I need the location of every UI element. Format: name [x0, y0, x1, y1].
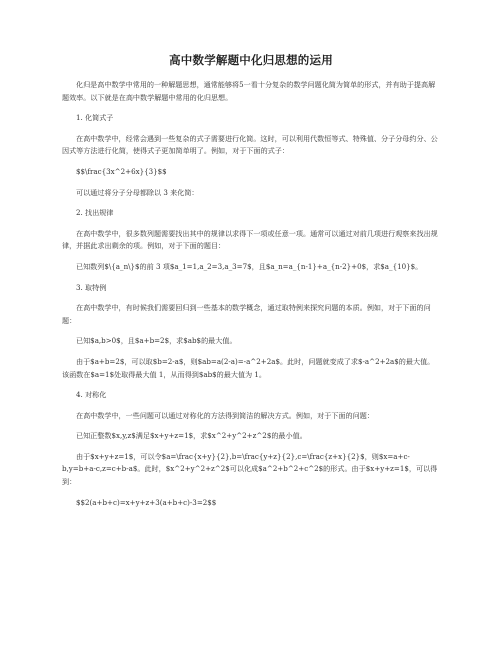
- section-4-paragraph: 在高中数学中，一些问题可以通过对称化的方法得到简洁的解决方式。例如，对于下面的问题：: [76, 410, 374, 420]
- section-2-heading: 2. 找出规律: [76, 208, 114, 218]
- section-2-paragraph: 在高中数学中，很多数列题需要找出其中的规律以求得下一项或任意一项。通常可以通过对前几项进行观察来找出规律，并据此求出剩余的项。例如，对于下面的题目：: [62, 228, 438, 251]
- section-3-paragraph: 在高中数学中，有时候我们需要回归到一些基本的数学概念，通过取特例来探究问题的本质。例如，对于下面的问题：: [62, 303, 431, 325]
- section-3-solution: 由于$a+b=2$，可以取$b=2-a$，则$ab=a(2-a)=-a^2+2a$。此时，问题就变成了求$-a^2+2a$的最大值。该函数在$a=1$处取得最大值 1，从而得到$ab$的最大值为 1。: [62, 356, 435, 379]
- intro-paragraph: 化归是高中数学中常用的一种解题思想，通常能够将5一看十分复杂的数学问题化简为简单的形式，并有助于提高解题效率。以下就是在高中数学解题中常用的化归思想。: [62, 80, 436, 102]
- section-4-problem: 已知正整数$x,y,z$满足$x+y+z=1$，求$x^2+y^2+z^2$的最小值。: [76, 431, 307, 441]
- section-4-formula: $$2(a+b+c)=x+y+z+3(a+b+c)-3=2$$: [76, 497, 217, 507]
- section-3-problem: 已知$a,b>0$，且$a+b=2$，求$ab$的最大值。: [76, 336, 237, 346]
- section-1-heading: 1. 化简式子: [76, 113, 114, 123]
- section-2-problem: 已知数列$\{a_n\}$的前 3 项$a_1=1,a_2=3,a_3=7$，且$a_n=a_{n-1}+a_{n-2}+0$，求$a_{10}$。: [76, 261, 423, 271]
- section-3-heading: 3. 取特例: [76, 282, 107, 292]
- section-4-heading: 4. 对称化: [76, 390, 107, 400]
- section-1-formula: $$\frac{3x^2+6x}{3}$$: [76, 166, 167, 176]
- section-1-paragraph: 在高中数学中，经常会遇到一些复杂的式子需要进行化简。这时，可以利用代数恒等式、特殊值、分子分母约分、公因式等方法进行化简，使得式子更加简单明了。例如，对于下面的式子：: [62, 133, 438, 156]
- page-title: 高中数学解题中化归思想的运用: [169, 53, 333, 67]
- section-4-solution: 由于$x+y+z=1$，可以令$a=\frac{x+y}{2},b=\frac{y+z}{2},c=\frac{z+x}{2}$，则$x=a+c-b,y=b+a-c,z=c+b-a$。此时，$x^2+y^2+z^2$可以化成$a^2+b^2+c^2$的形式。由于$x+y+z=1$，可以得到：: [62, 451, 438, 487]
- section-1-note: 可以通过将分子分母都除以 3 来化简：: [76, 187, 199, 197]
